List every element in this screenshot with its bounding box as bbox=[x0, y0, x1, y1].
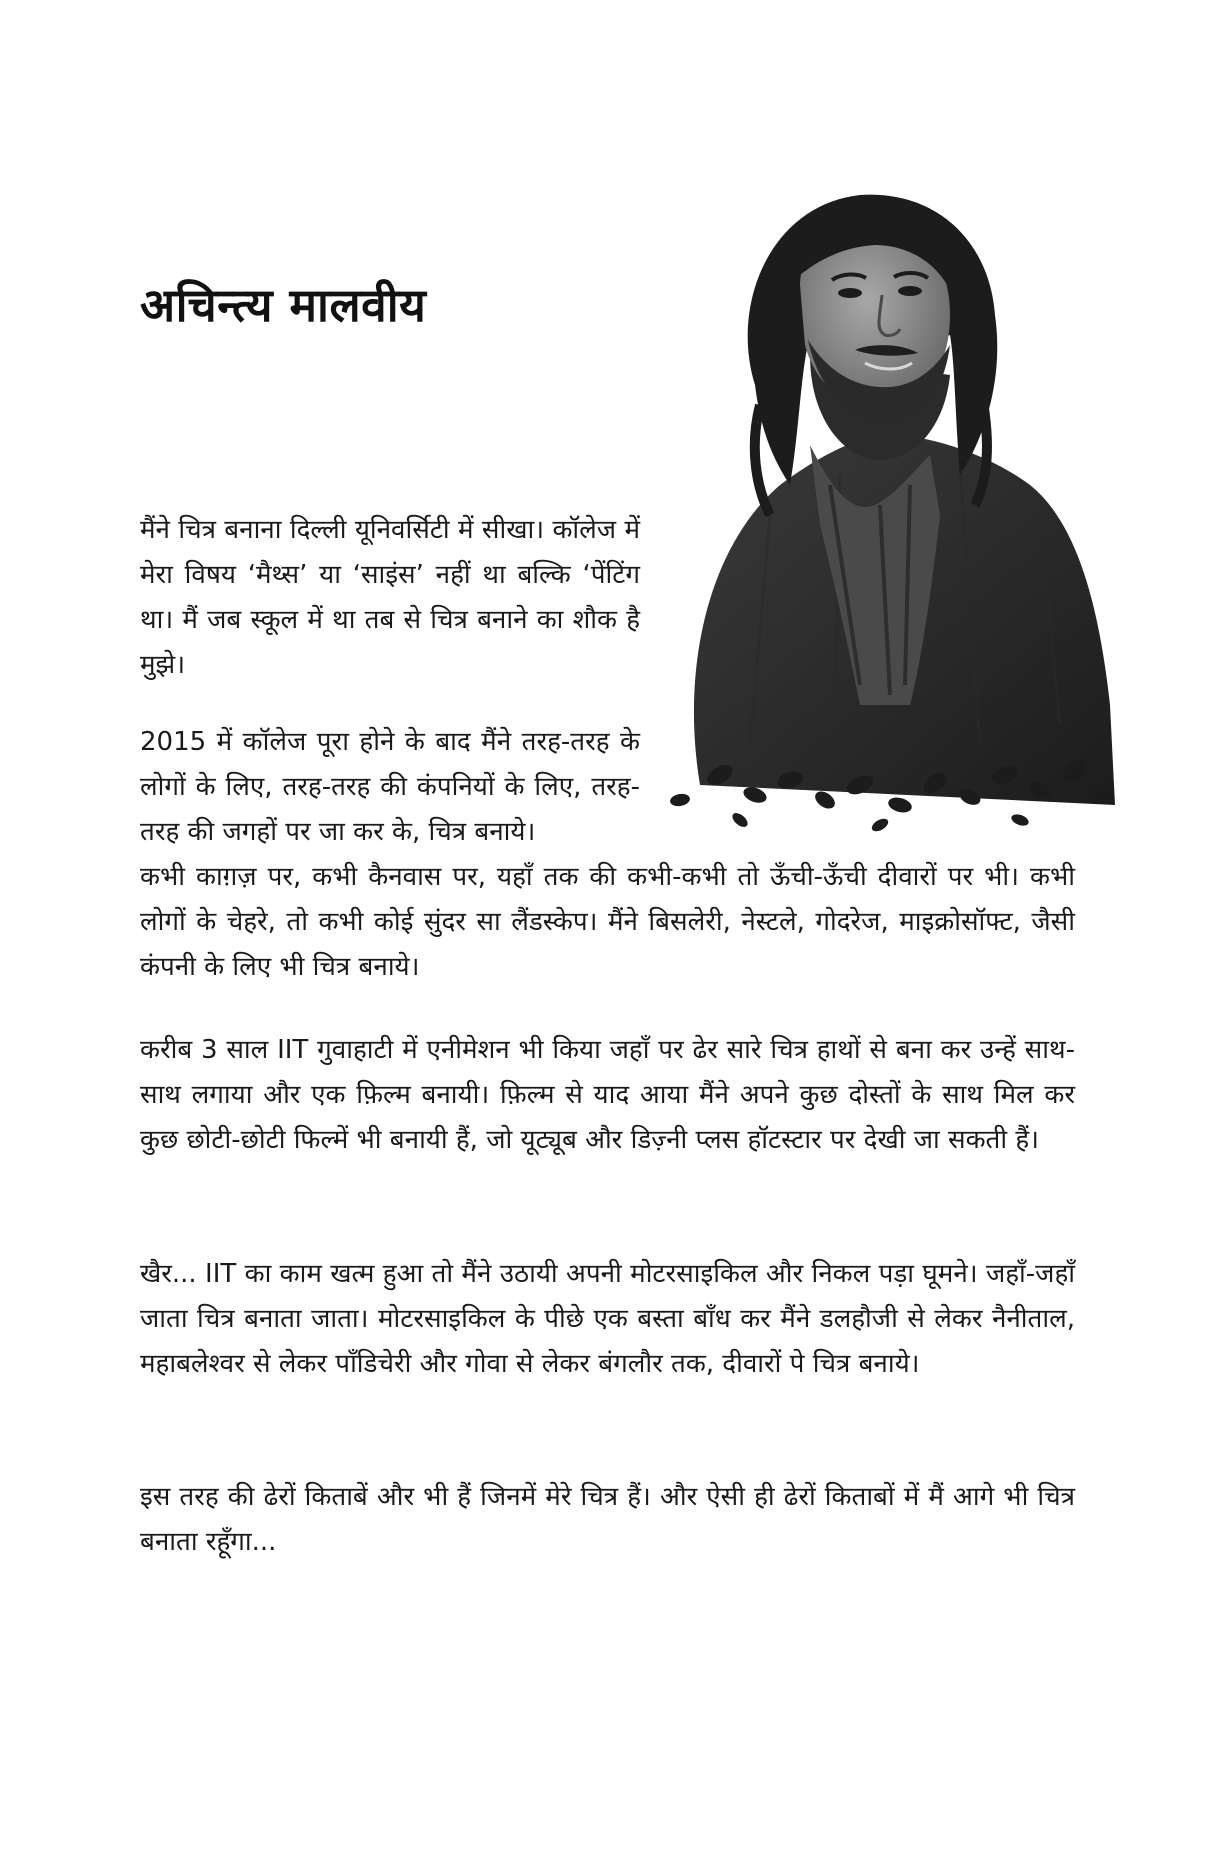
author-name-heading: अचिन्त्य मालवीय bbox=[140, 278, 427, 332]
paragraph-closing: इस तरह की ढेरों किताबें और भी हैं जिनमें मेरे चित्र हैं। और ऐसी ही ढेरों किताबों में मैं आगे भी चित्र बनाता रहूँगा... bbox=[140, 1482, 1075, 1557]
paragraph-training: मैंने चित्र बनाना दिल्ली यूनिवर्सिटी में सीखा। कॉलेज में मेरा विषय ‘मैथ्स’ या ‘साइंस’ नहीं था बल्कि ‘पेंटिंग था। मैं जब स्कूल में था तब से चित्र बनाने का शौक है मुझे। bbox=[140, 515, 640, 680]
author-portrait-photo-icon bbox=[660, 185, 1130, 835]
paragraph-animation: करीब 3 साल IIT गुवाहाटी में एनीमेशन भी किया जहाँ पर ढेर सारे चित्र हाथों से बना कर उन्हें साथ-साथ लगाया और एक फ़िल्म बनायी। फ़िल्म से याद आया मैंने अपने कुछ दोस्तों के साथ मिल कर कुछ छोटी-छोटी फिल्में भी बनायी हैं, जो यूट्यूब और डिज़्नी प्लस हॉटस्टार पर देखी जा सकती हैं। bbox=[140, 1035, 1075, 1155]
paragraph-career-start: 2015 में कॉलेज पूरा होने के बाद मैंने तरह-तरह के लोगों के लिए, तरह-तरह की कंपनियों के लिए, तरह-तरह की जगहों पर जा कर के, चित्र बनाये। bbox=[140, 727, 640, 847]
paragraph-clients: कभी काग़ज़ पर, कभी कैनवास पर, यहाँ तक की कभी-कभी तो ऊँची-ऊँची दीवारों पर भी। कभी लोगों के चेहरे, तो कभी कोई सुंदर सा लैंडस्केप। मैंने बिसलेरी, नेस्टले, गोदरेज, माइक्रोसॉफ्ट, जैसी कंपनी के लिए भी चित्र बनाये। bbox=[140, 862, 1075, 982]
paragraph-travels: खैर... IIT का काम खत्म हुआ तो मैंने उठायी अपनी मोटरसाइकिल और निकल पड़ा घूमने। जहाँ-जहाँ जाता चित्र बनाता जाता। मोटरसाइकिल के पीछे एक बस्ता बाँध कर मैंने डलहौजी से लेकर नैनीताल, महाबलेश्वर से लेकर पाँडिचेरी और गोवा से लेकर बंगलौर तक, दीवारों पे चित्र बनाये। bbox=[140, 1259, 1075, 1379]
author-portrait bbox=[660, 185, 1130, 835]
